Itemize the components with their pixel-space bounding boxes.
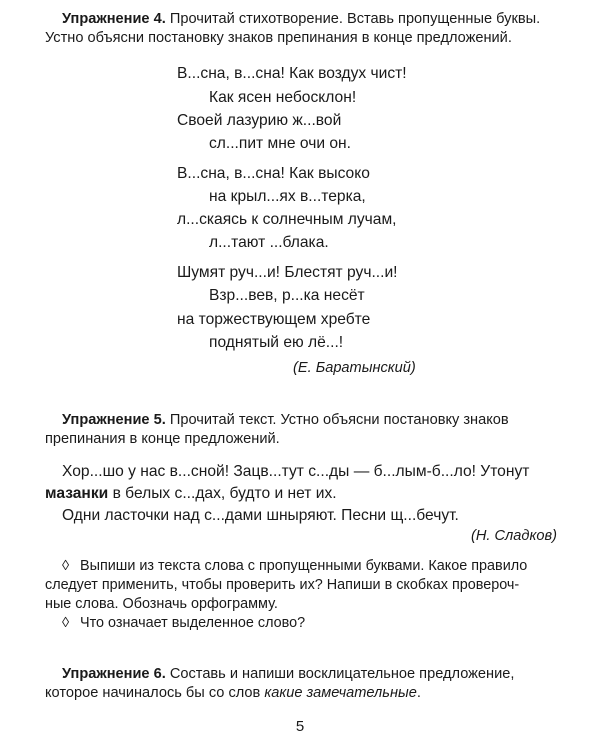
ex5-author: (Н. Сладков) xyxy=(471,528,557,544)
ex6-instruction-text-a: которое начиналось бы со слов xyxy=(45,685,265,701)
ex5-task-1-line-2: следует применить, чтобы проверить их? Напиши в скобках провероч- xyxy=(45,577,520,593)
poem-line: л...скаясь к солнечным лучам, xyxy=(177,211,397,228)
poem-line: на торжествующем хребте xyxy=(177,311,371,328)
ex5-text-line-2 xyxy=(45,483,337,504)
diamond-icon: ◊ xyxy=(62,615,70,631)
ex5-task-1-text-a: Выпиши из текста слова с пропущенными буквами. Какое правило xyxy=(80,558,528,574)
ex5-text-line-1: Хор...шо у нас в...сной! Зацв...тут с...ды — б...лым-б...ло! Утонут xyxy=(62,463,530,480)
page-number: 5 xyxy=(295,718,305,735)
poem-line: Своей лазурию ж...вой xyxy=(177,112,342,129)
poem-line: сл...пит мне очи он. xyxy=(209,135,351,152)
ex4-instruction-text: Прочитай стихотворение. Вставь пропущенные буквы. xyxy=(169,11,541,27)
ex4-author: (Е. Баратынский) xyxy=(293,360,416,376)
ex5-task-2-text: Что означает выделенное слово? xyxy=(80,615,306,631)
ex5-task-1-line-3: ные слова. Обозначь орфограмму. xyxy=(45,596,278,612)
ex5-title: Упражнение 5. xyxy=(62,412,166,428)
ex5-instruction-text: Прочитай текст. Устно объясни постановку знаков xyxy=(169,412,509,428)
ex5-task-1-line-1 xyxy=(62,557,527,576)
ex6-instruction-text: Составь и напиши восклицательное предложение, xyxy=(169,666,515,682)
poem-line: на крыл...ях в...терка, xyxy=(209,188,366,205)
ex6-instruction-line-2 xyxy=(45,684,421,703)
ex5-instruction-line-1 xyxy=(62,411,509,430)
diamond-icon: ◊ xyxy=(62,558,70,574)
poem-line: Шумят руч...и! Блестят руч...и! xyxy=(177,264,398,281)
ex6-title: Упражнение 6. xyxy=(62,666,166,682)
ex5-instruction-line-2: препинания в конце предложений. xyxy=(45,431,280,447)
ex5-text-line-2-rest: в белых с...дах, будто и нет их. xyxy=(108,485,337,502)
poem-line: Как ясен небосклон! xyxy=(209,89,357,106)
ex6-instruction-text-b: . xyxy=(416,685,421,701)
ex4-instruction-line-1 xyxy=(62,10,540,29)
poem-line: В...сна, в...сна! Как высоко xyxy=(177,165,370,182)
ex5-text-line-3: Одни ласточки над с...дами шныряют. Песни щ...бечут. xyxy=(62,507,459,524)
ex5-task-2 xyxy=(62,614,305,633)
poem-line: л...тают ...блака. xyxy=(209,234,329,251)
ex4-title: Упражнение 4. xyxy=(62,11,166,27)
ex6-instruction-line-1 xyxy=(62,665,514,684)
poem-line: В...сна, в...сна! Как воздух чист! xyxy=(177,65,407,82)
poem-line: Взр...вев, р...ка несёт xyxy=(209,287,365,304)
ex6-italic-phrase: какие замечательные xyxy=(264,685,417,701)
ex4-instruction-line-2: Устно объясни постановку знаков препинания в конце предложений. xyxy=(45,30,512,46)
poem-line: поднятый ею лё...! xyxy=(209,334,344,351)
highlighted-word: мазанки xyxy=(45,485,109,502)
